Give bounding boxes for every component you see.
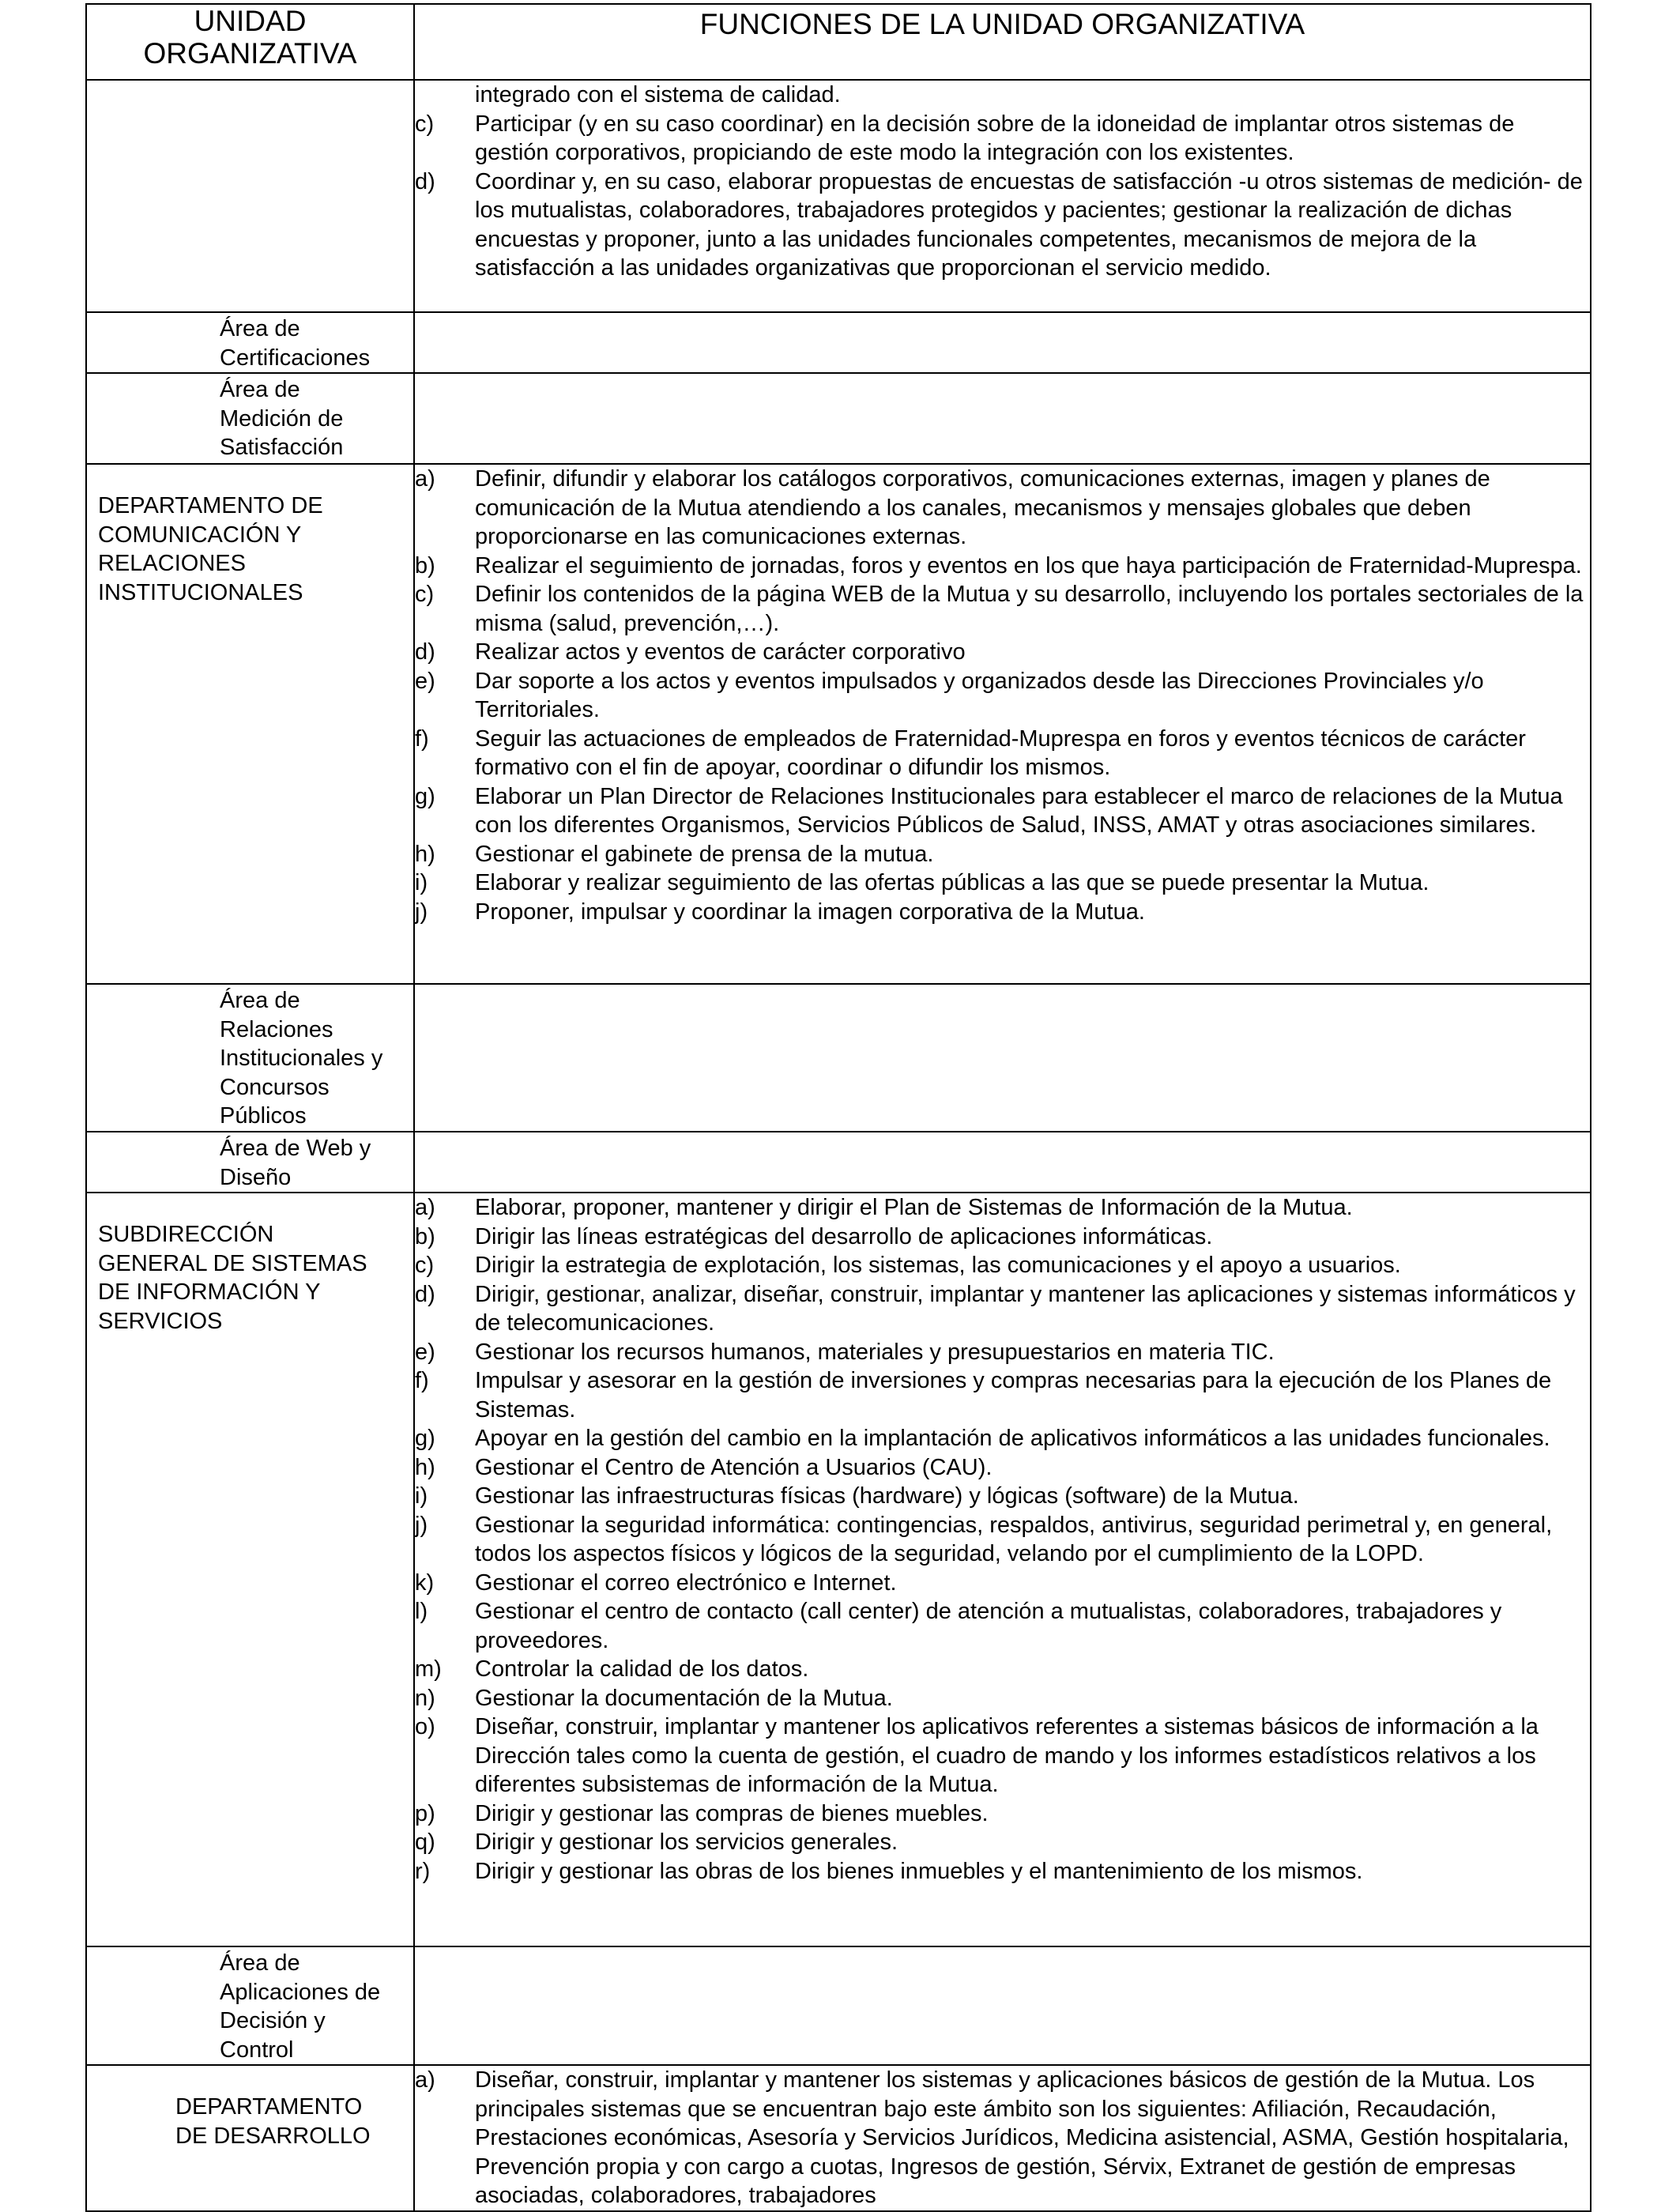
functions-cell [414,80,1591,312]
function-item [415,667,1590,725]
function-item [415,898,1590,927]
unit-line: INSTITUCIONALES [98,579,303,605]
item-letter: q) [415,1830,435,1855]
function-item [415,1251,1590,1280]
item-text: Gestionar la seguridad informática: contingencias, respaldos, antivirus, seguridad perimetral y, en general, todos los aspectos físicos y lógicos de la seguridad, velando por el cumplimiento de la LOPD. [475,1512,1553,1566]
item-text: Definir, difundir y elaborar los catálogos corporativos, comunicaciones externas, imagen y planes de comunicación de la Mutua atendiendo a los canales, mecanismos y mensajes globales que deben proporcionarse en las comunicaciones externas. [475,466,1490,549]
unit-cell [86,1132,414,1193]
item-text: Gestionar los recursos humanos, materiales y presupuestarios en materia TIC. [475,1339,1275,1365]
item-text: Elaborar un Plan Director de Relaciones Institucionales para establecer el marco de relaciones de la Mutua con los diferentes Organismos, Servicios Públicos de Salud, INSS, AMAT y otras asociaciones similares. [475,783,1563,838]
function-item [415,1366,1590,1424]
item-text: Dirigir las líneas estratégicas del desarrollo de aplicaciones informáticas. [475,1223,1213,1249]
item-text: Impulsar y asesorar en la gestión de inversiones y compras necesarias para la ejecución de los Planes de Sistemas. [475,1368,1552,1423]
department-name [87,2066,413,2150]
item-letter: j) [415,899,428,925]
item-letter: b) [415,552,435,578]
function-item [415,840,1590,869]
unit-cell [86,312,414,373]
unit-line: Concursos [220,1074,330,1100]
function-item [415,1511,1590,1569]
table-row [86,2065,1591,2211]
item-text: Dirigir, gestionar, analizar, diseñar, construir, implantar y mantener las aplicaciones y sistemas informáticos y de telecomunicaciones. [475,1281,1576,1336]
function-item [415,1857,1590,1886]
item-letter: l) [415,1599,428,1624]
item-text: Gestionar las infraestructuras físicas (hardware) y lógicas (software) de la Mutua. [475,1483,1299,1509]
unit-line: Certificaciones [220,345,371,371]
functions-cell [414,2065,1591,2211]
unit-cell [86,984,414,1132]
unit-line: Satisfacción [220,435,344,460]
table-row [86,1946,1591,2065]
function-item [415,552,1590,581]
function-item [415,1828,1590,1857]
item-text: Gestionar la documentación de la Mutua. [475,1685,893,1711]
item-letter: c) [415,582,435,607]
item-text: Proponer, impulsar y coordinar la imagen corporativa de la Mutua. [475,899,1145,925]
item-letter: c) [415,1253,435,1278]
functions-cell [414,1132,1591,1193]
item-letter: g) [415,1426,435,1451]
item-text: Gestionar el Centro de Atención a Usuarios (CAU). [475,1454,993,1480]
unit-line: COMUNICACIÓN Y [98,522,302,548]
item-text: Realizar actos y eventos de carácter corporativo [475,639,966,665]
unit-line: Relaciones [220,1016,333,1042]
item-letter: j) [415,1512,428,1538]
unit-line: DE INFORMACIÓN Y [98,1279,321,1305]
item-letter: d) [415,168,435,194]
function-item [415,1223,1590,1252]
area-name [87,1132,413,1192]
table-body [86,80,1591,2211]
area-name [87,1947,413,2064]
item-text: Dirigir la estrategia de explotación, los sistemas, las comunicaciones y el apoyo a usuarios. [475,1253,1401,1278]
function-item [415,1280,1590,1338]
functions-cell [414,373,1591,464]
item-text: Coordinar y, en su caso, elaborar propuestas de encuestas de satisfacción -u otros sistemas de medición- de los mutualistas, colaboradores, trabajadores protegidos y pacientes; gestionar la realización de dichas encuestas y proponer, junto a las unidades funcionales competentes, mecanismos de mejora de la satisfacción a las unidades organizativas que proporcionan el servicio medido. [475,168,1583,281]
function-item [415,1597,1590,1655]
item-letter: h) [415,1454,435,1480]
function-item [415,725,1590,782]
header-unit: UNIDAD ORGANIZATIVA [86,4,414,80]
continuation-text: integrado con el sistema de calidad. [475,82,841,107]
item-letter: i) [415,1483,428,1509]
unit-cell [86,464,414,984]
unit-line: Área de [220,377,300,402]
unit-line: DE DESARROLLO [175,2123,371,2149]
item-letter: d) [415,1281,435,1307]
function-item [415,580,1590,638]
unit-line: RELACIONES [98,551,246,576]
unit-line: DEPARTAMENTO [175,2094,363,2120]
document-page [85,3,1590,2208]
item-text: Gestionar el centro de contacto (call center) de atención a mutualistas, colaboradores, trabajadores y proveedores. [475,1599,1502,1653]
item-text: Gestionar el gabinete de prensa de la mutua. [475,841,934,867]
item-letter: r) [415,1858,431,1884]
functions-table [85,3,1591,2212]
unit-line: Área de [220,988,300,1013]
table-row [86,80,1591,312]
item-letter: i) [415,870,428,895]
unit-line: Área de Web y [220,1136,371,1161]
item-letter: a) [415,2067,435,2093]
unit-line: SERVICIOS [98,1308,223,1334]
unit-cell [86,373,414,464]
function-item [415,638,1590,667]
unit-line: DEPARTAMENTO DE [98,493,323,518]
function-item [415,869,1590,898]
item-letter: h) [415,841,435,867]
functions-cell [414,984,1591,1132]
area-name [87,985,413,1131]
item-letter: a) [415,466,435,492]
unit-line: GENERAL DE SISTEMAS [98,1250,367,1276]
item-letter: e) [415,1339,435,1365]
unit-line: Control [220,2037,294,2063]
function-item [415,1655,1590,1684]
item-letter: g) [415,783,435,809]
table-row [86,1193,1591,1946]
table-row [86,312,1591,373]
table-row [86,1132,1591,1193]
item-letter: e) [415,668,435,694]
function-item [415,1424,1590,1453]
functions-cell [414,464,1591,984]
item-text: Diseñar, construir, implantar y mantener los aplicativos referentes a sistemas básicos de información a la Dirección tales como la cuenta de gestión, el cuadro de mando y los informes estadísticos relativos a los diferentes subsistemas de información de la Mutua. [475,1714,1539,1797]
department-name [87,1193,413,1336]
table-row [86,464,1591,984]
item-text: Realizar el seguimiento de jornadas, foros y eventos en los que haya participación de Fraternidad-Muprespa. [475,552,1582,578]
item-text: Dar soporte a los actos y eventos impulsados y organizados desde las Direcciones Provinciales y/o Territoriales. [475,668,1484,722]
table-header-row [86,4,1591,80]
unit-line: Medición de [220,405,344,431]
item-letter: m) [415,1656,442,1682]
unit-cell [86,80,414,312]
item-text: Elaborar, proponer, mantener y dirigir el Plan de Sistemas de Información de la Mutua. [475,1195,1353,1220]
functions-cell [414,312,1591,373]
function-item [415,1453,1590,1483]
function-item [415,1482,1590,1511]
function-item [415,1684,1590,1713]
item-letter: a) [415,1195,435,1220]
item-text: Gestionar el correo electrónico e Internet. [475,1570,897,1596]
header-functions: FUNCIONES DE LA UNIDAD ORGANIZATIVA [414,4,1591,80]
function-item [415,168,1590,283]
function-item [415,2066,1590,2210]
unit-line: Aplicaciones de [220,1979,381,2005]
department-name [87,465,413,607]
area-name [87,374,413,462]
table-row [86,373,1591,464]
function-item [415,1193,1590,1223]
item-text: Participar (y en su caso coordinar) en la decisión sobre de la idoneidad de implantar otros sistemas de gestión corporativos, propiciando de este modo la integración con los existentes. [475,111,1515,165]
function-item [415,465,1590,552]
function-item [415,110,1590,168]
item-letter: f) [415,725,429,752]
item-text: Controlar la calidad de los datos. [475,1656,809,1682]
unit-line: Públicos [220,1103,307,1129]
item-letter: o) [415,1714,435,1739]
unit-line: Decisión y [220,2008,326,2033]
table-row [86,984,1591,1132]
functions-cell [414,1193,1591,1946]
unit-line: Diseño [220,1164,292,1190]
item-text: Definir los contenidos de la página WEB de la Mutua y su desarrollo, incluyendo los portales sectoriales de la misma (salud, prevención,…). [475,582,1584,636]
item-letter: n) [415,1685,435,1711]
unit-line: Área de [220,316,300,341]
unit-line: Institucionales y [220,1046,383,1071]
item-text: Diseñar, construir, implantar y mantener los sistemas y aplicaciones básicos de gestión de la Mutua. Los principales sistemas que se encuentran bajo este ámbito son los siguientes: Afiliación, Recaudación, Prestaciones económicas, Asesoría y Servicios Jurídicos, Medicina asistencial, ASMA, Gestión hospitalaria, Prevención propia y con cargo a cuotas, Ingresos de gestión, Sérvix, Extranet de gestión de empresas asociadas, colaboradores, trabajadores [475,2067,1569,2208]
item-letter: k) [415,1570,435,1596]
function-item [415,1569,1590,1598]
unit-line: Área de [220,1950,300,1976]
function-item [415,782,1590,840]
unit-cell [86,1946,414,2065]
area-name [87,313,413,372]
item-text: Dirigir y gestionar las compras de bienes muebles. [475,1800,989,1826]
item-text: Dirigir y gestionar los servicios generales. [475,1830,898,1855]
unit-line: SUBDIRECCIÓN [98,1222,274,1247]
unit-cell [86,2065,414,2211]
item-text: Seguir las actuaciones de empleados de Fraternidad-Muprespa en foros y eventos técnicos de carácter formativo con el fin de apoyar, coordinar o difundir los mismos. [475,725,1526,780]
item-text: Dirigir y gestionar las obras de los bienes inmuebles y el mantenimiento de los mismos. [475,1858,1363,1884]
item-letter: d) [415,639,435,665]
function-item [415,1799,1590,1829]
item-text: Apoyar en la gestión del cambio en la implantación de aplicativos informáticos a las unidades funcionales. [475,1426,1550,1451]
functions-cell [414,1946,1591,2065]
item-letter: p) [415,1800,435,1826]
item-letter: b) [415,1223,435,1249]
item-letter: f) [415,1368,429,1393]
item-text: Elaborar y realizar seguimiento de las ofertas públicas a las que se puede presentar la Mutua. [475,870,1430,895]
function-item [415,1338,1590,1367]
function-item [415,1713,1590,1799]
unit-cell [86,1193,414,1946]
item-letter: c) [415,111,435,137]
